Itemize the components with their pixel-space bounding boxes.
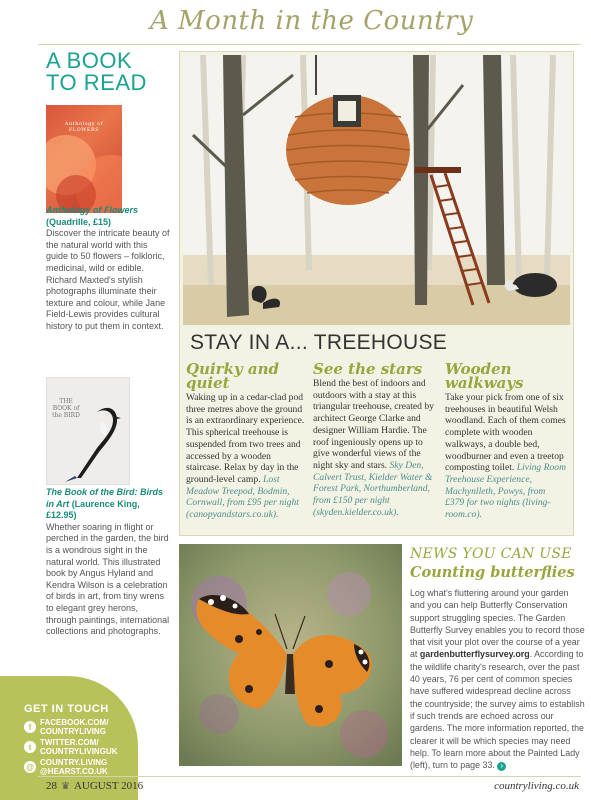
book-cover-bird [46,377,130,485]
news-body-rest: . According to the wildlife charity's research, over the past 40 years, 76 per cent of common species have suffered widespread decline across the countryside; the survey aims to establish if such trends are echoed across our gardens. The more information reported, the clearer it will be which species may need help. To learn more about the Painted Lady (left), turn to page 33. [410,649,585,771]
butterfly-photo [179,544,402,766]
book-section [38,48,173,637]
top-rule [38,44,581,45]
column-2-text [313,378,434,518]
news-body-intro: Log what's fluttering around your garden and you can help Butterfly Conservation support struggling species. The Garden Butterfly Survey enables you to record those that visit your plot over the course of a year at [410,588,585,660]
book-publisher-flowers: (Quadrille, £15) [46,216,112,227]
facebook-icon: f [24,721,36,733]
treehouse-heading: STAY IN A... TREEHOUSE [190,331,448,354]
book-cover-flowers [46,105,122,213]
book-caption-flowers [46,205,171,333]
column-2-title: See the stars [313,360,423,378]
footer-rule [38,776,581,777]
treehouse-column-3 [445,362,566,521]
book-section-heading [46,50,173,94]
masthead-title: A Month in the Country [150,6,474,36]
book-heading-line2: TO READ [46,70,147,95]
book-heading-line1: A BOOK [46,48,133,73]
footer-left [46,780,143,792]
magpie-illustration [47,378,130,485]
treehouse-column-2 [313,362,434,518]
book-text-bird: Whether soaring in flight or perched in the garden, the bird is a wondrous sight in the natural world. This illustrated book by Angus Hyland and Kendra Wilson is a celebration of birds in art, from tiny wrens to elegant grey herons, through paintings, international collections and photographs. [46,521,170,637]
email-link-text: COUNTRY.LIVING @HEARST.CO.UK [40,758,108,776]
email-link[interactable] [24,758,144,776]
news-url-link[interactable]: gardenbutterflysurvey.org [419,649,530,660]
issue-date: AUGUST 2016 [73,780,144,792]
twitter-icon: t [24,741,36,753]
get-in-touch-title: GET IN TOUCH [24,703,109,715]
column-1-title: Quirky and quiet [186,360,280,392]
footer-site: countryliving.co.uk [494,780,579,792]
news-body [410,587,585,771]
column-2-body: Blend the best of indoors and outdoors with a stay at this triangular treehouse, created by architect George Clarke and designer William Hardie. The roof ingeniously opens up to give wonderful views of the night sky and stars. [313,378,434,471]
masthead [150,4,474,44]
twitter-link[interactable] [24,738,144,756]
facebook-link[interactable] [24,718,144,736]
column-3-credit: Living Room Treehouse Experience, Machynlleth, Powys, from £379 for two nights (living-room.co). [445,462,567,521]
column-1-text [186,392,307,521]
twitter-link-text: TWITTER.COM/ COUNTRYLIVINGUK [40,738,118,756]
book-cover-flowers-title: Anthology of FLOWERS [64,121,104,133]
arrow-right-icon: › [497,762,506,771]
news-kicker: NEWS YOU CAN USE [410,546,572,562]
book-title-bird: The Book of the Bird: Birds in Art [46,487,163,509]
butterfly-illustration [179,544,402,766]
facebook-link-text: FACEBOOK.COM/ COUNTRYLIVING [40,718,109,736]
treehouse-column-1 [186,362,307,521]
column-3-body: Take your pick from one of six treehouses in beautiful Welsh woodland. Each of them comes complete with wooden walkways, a double bed, woodburner and even a treetop composting toilet. [445,392,566,474]
email-icon: @ [24,761,36,773]
get-in-touch [24,703,144,778]
treehouse-feature [179,51,574,536]
column-1-credit: Lost Meadow Treepod, Bodmin, Cornwall, from £95 per night (canopyandstars.co.uk). [186,473,299,521]
news-title: Counting butterflies [410,564,575,581]
book-text-flowers: Discover the intricate beauty of the natural world with this guide to 50 flowers – folkloric, medicinal, wild or edible. Richard Maxted's stylish photographs illuminate their texture and colour, while Jane Field-Lewis provides cultural history to put them in context. [46,228,170,331]
column-3-text [445,392,566,521]
column-2-credit: Sky Den, Calvert Trust, Kielder Water & Forest Park, Northumberland, from £150 per night (skyden.kielder.co.uk). [313,459,433,518]
book-title-flowers: Anthology of Flowers [46,205,138,215]
page-number: 28 [46,780,57,792]
tractor-icon: ♛ [61,780,70,792]
book-caption-bird [46,487,171,638]
column-3-title: Wooden walkways [445,360,524,392]
book-publisher-bird: (Laurence King, £12.95) [46,498,140,521]
treehouse-illustration [183,55,570,325]
column-1-body: Waking up in a cedar-clad pod three metres above the ground is an extraordinary experience. This spherical treehouse is suspended from two trees and accessed by a wooden staircase. Relax by day in the ground-level camp. [186,392,305,485]
news-section [410,546,585,771]
book-cover-bird-title: THE BOOK of the BIRD [52,398,80,419]
